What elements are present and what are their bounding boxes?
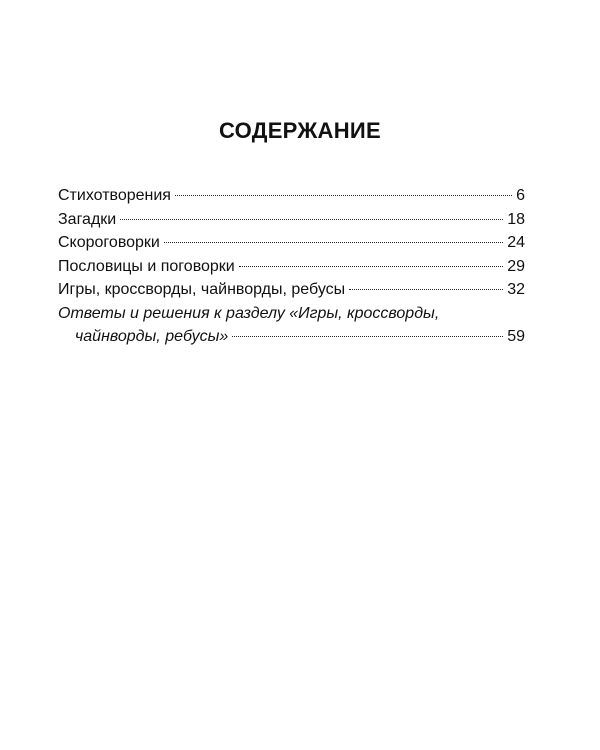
toc-leader-dots <box>120 219 503 220</box>
table-of-contents <box>58 184 525 349</box>
toc-leader-dots <box>175 195 512 196</box>
toc-entry-label: Стихотворения <box>58 187 171 204</box>
toc-leader-dots <box>239 266 503 267</box>
toc-entry-label: чайнворды, ребусы» <box>75 328 229 345</box>
toc-entry-label: Загадки <box>58 210 117 228</box>
toc-entry-page: 59 <box>507 328 525 345</box>
toc-entry-games <box>58 278 525 302</box>
toc-leader-dots <box>232 336 503 337</box>
toc-entry-page: 32 <box>507 281 525 298</box>
toc-entry-answers-line1: Ответы и решения к разделу «Игры, кроссворды, <box>58 304 440 322</box>
toc-entry-page: 24 <box>507 234 525 251</box>
toc-entry-label: Игры, кроссворды, чайнворды, ребусы <box>58 281 346 298</box>
toc-entry-page: 18 <box>507 210 525 228</box>
toc-entry-riddles <box>58 208 525 232</box>
toc-leader-dots <box>349 289 503 290</box>
toc-leader-dots <box>164 242 503 243</box>
page-title: СОДЕРЖАНИЕ <box>218 118 382 143</box>
toc-entry-proverbs <box>58 255 525 279</box>
toc-entry-page: 6 <box>516 187 525 204</box>
toc-entry-tongue-twisters <box>58 231 525 255</box>
toc-entry-answers <box>58 325 525 349</box>
toc-entry-page: 29 <box>507 257 525 275</box>
toc-entry-label: Пословицы и поговорки <box>58 257 235 275</box>
toc-entry-poems <box>58 184 525 208</box>
toc-entry-label: Скороговорки <box>58 234 160 251</box>
